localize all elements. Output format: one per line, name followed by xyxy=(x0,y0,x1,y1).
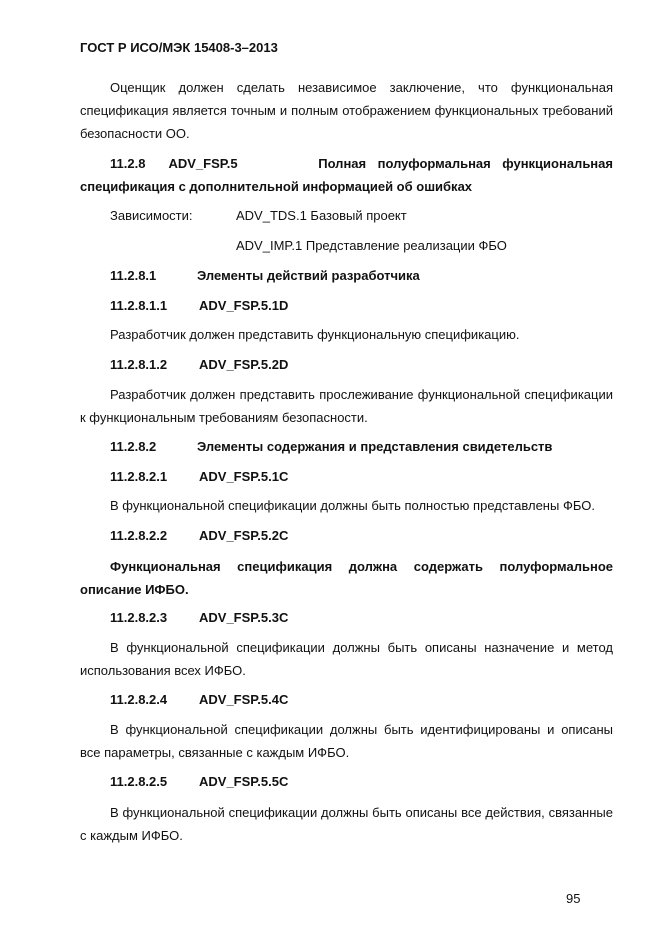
element-number: 11.2.8.2.1 xyxy=(110,469,168,484)
element-number: 11.2.8.2.2 xyxy=(110,528,168,543)
paragraph: Разработчик должен представить функциональную спецификацию. xyxy=(110,327,520,342)
element-code: ADV_FSP.5.2C xyxy=(199,528,289,543)
section-code: ADV_FSP.5 xyxy=(168,156,238,171)
dependencies-label: Зависимости: xyxy=(110,208,193,223)
element-code: ADV_FSP.5.2D xyxy=(199,357,289,372)
element-code: ADV_FSP.5.1C xyxy=(199,469,289,484)
element-code: ADV_FSP.5.4C xyxy=(199,692,289,707)
paragraph: Разработчик должен представить прослеживание функциональной спецификации к функциональным требованиям безопасности. xyxy=(80,387,613,425)
paragraph: В функциональной спецификации должны быть описаны все действия, связанные с каждым ИФБО. xyxy=(80,805,613,843)
dependency-item: ADV_TDS.1 Базовый проект xyxy=(236,208,407,223)
subsection-title: Элементы действий разработчика xyxy=(197,268,420,283)
paragraph: В функциональной спецификации должны быть полностью представлены ФБО. xyxy=(110,498,595,513)
section-heading xyxy=(80,152,613,198)
section-number: 11.2.8 xyxy=(110,156,146,171)
dependency-item: ADV_IMP.1 Представление реализации ФБО xyxy=(236,238,507,253)
paragraph: В функциональной спецификации должны быть описаны назначение и метод использования всех ИФБО. xyxy=(80,640,613,678)
paragraph: Оценщик должен сделать независимое заключение, что функциональная спецификация является точным и полным отображением функциональных требований безопасности ОО. xyxy=(80,80,613,141)
paragraph: Функциональная спецификация должна содержать полуформальное описание ИФБО. xyxy=(80,559,613,597)
element-code: ADV_FSP.5.5C xyxy=(199,774,289,789)
element-number: 11.2.8.2.5 xyxy=(110,774,168,789)
element-number: 11.2.8.1.1 xyxy=(110,298,168,313)
element-number: 11.2.8.2.3 xyxy=(110,610,168,625)
element-number: 11.2.8.2.4 xyxy=(110,692,168,707)
page-number: 95 xyxy=(566,891,581,906)
document-header: ГОСТ Р ИСО/МЭК 15408-3–2013 xyxy=(80,40,278,55)
paragraph: В функциональной спецификации должны быть идентифицированы и описаны все параметры, связанные с каждым ИФБО. xyxy=(80,722,613,760)
subsection-number: 11.2.8.1 xyxy=(110,268,157,283)
element-code: ADV_FSP.5.3C xyxy=(199,610,289,625)
subsection-number: 11.2.8.2 xyxy=(110,439,157,454)
section-title: Полная полуформальная функциональная спецификация с дополнительной информацией об ошибках xyxy=(80,156,613,194)
element-number: 11.2.8.1.2 xyxy=(110,357,168,372)
element-code: ADV_FSP.5.1D xyxy=(199,298,289,313)
subsection-title: Элементы содержания и представления свидетельств xyxy=(197,439,553,454)
